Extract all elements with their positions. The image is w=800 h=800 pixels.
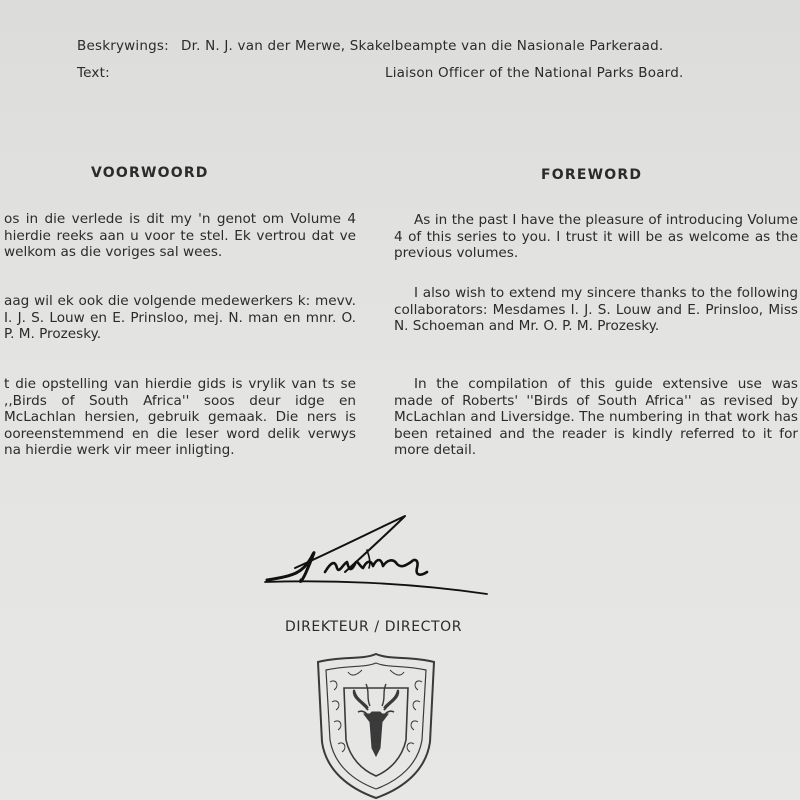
voorwoord-heading: VOORWOORD	[91, 165, 209, 181]
kudu-shield-icon	[312, 652, 440, 800]
credits-beskrywings-value: Dr. N. J. van der Merwe, Skakelbeampte van die Nasionale Parkeraad.	[181, 38, 664, 54]
credits-text-label: Text:	[77, 65, 110, 81]
director-signature	[255, 510, 495, 600]
voorwoord-paragraph-3: t die opstelling van hierdie gids is vrylik van ts se ,,Birds of South Africa'' soos deur idge en McLachlan hersien, gebruik gemaak. Die ners is ooreenstemmend en die leser word delik verwys na hierdie werk vir meer inligting.	[4, 376, 356, 458]
foreword-column-2	[394, 285, 798, 335]
foreword-paragraph-3: In the compilation of this guide extensive use was made of Roberts' ''Birds of South Africa'' as revised by McLachlan and Liversidge. The numbering in that work has been retained and the reader is kindly referred to it for more detail.	[394, 376, 798, 458]
foreword-paragraph-2: I also wish to extend my sincere thanks to the following collaborators: Mesdames I. J. S. Louw and E. Prinsloo, Miss N. Schoeman and Mr. O. P. M. Prozesky.	[394, 285, 798, 334]
voorwoord-paragraph-1: os in die verlede is dit my 'n genot om Volume 4 hierdie reeks aan u voor te stel. Ek vertrou dat ve welkom as die voriges sal wees.	[4, 211, 356, 260]
credits-beskrywings-label: Beskrywings:	[77, 38, 169, 54]
foreword-paragraph-1: As in the past I have the pleasure of introducing Volume 4 of this series to you. I trust it will be as welcome as the previous volumes.	[394, 212, 798, 261]
director-title: DIREKTEUR / DIRECTOR	[285, 619, 463, 635]
voorwoord-column-3	[0, 376, 356, 459]
foreword-column-3	[394, 376, 798, 459]
foreword-heading: FOREWORD	[541, 167, 643, 183]
voorwoord-column-2	[0, 293, 356, 343]
voorwoord-column	[0, 211, 356, 261]
credits-text-value: Liaison Officer of the National Parks Board.	[385, 65, 684, 81]
voorwoord-paragraph-2: aag wil ek ook die volgende medewerkers k: mevv. I. J. S. Louw en E. Prinsloo, mej. N. man en mnr. O. P. M. Prozesky.	[4, 293, 356, 342]
foreword-column	[394, 212, 798, 262]
